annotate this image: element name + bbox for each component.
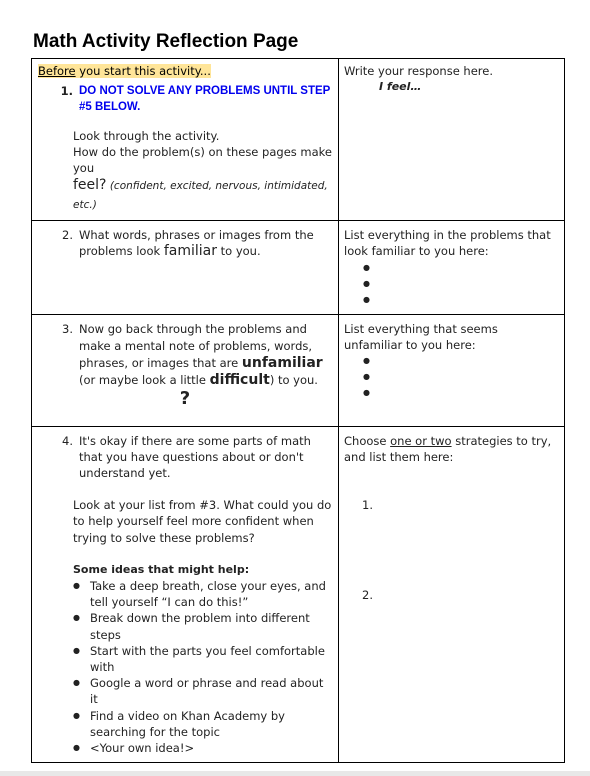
list-item: ● Break down the problem into different steps — [55, 610, 333, 642]
strategy-slot-1[interactable]: 1. — [362, 498, 373, 513]
list-item: ● Find a video on Khan Academy by searching for the topic — [55, 708, 333, 740]
table-row — [32, 314, 565, 426]
list-item[interactable] — [344, 276, 559, 292]
table-row — [32, 59, 565, 221]
unfamiliar-bullet-list — [344, 353, 559, 401]
row4-left-cell — [32, 426, 339, 763]
list-item[interactable] — [344, 292, 559, 308]
list-item[interactable] — [344, 260, 559, 276]
row3-response-cell[interactable] — [339, 314, 565, 426]
ideas-list — [55, 578, 333, 756]
list-item: ● Google a word or phrase and read about it — [55, 675, 333, 707]
strategies-prompt-b: strategies to try, and list them here: — [344, 433, 552, 464]
list-item: ● <Your own idea!> — [55, 740, 333, 756]
look-text: Look through the activity. — [73, 128, 220, 143]
strategy-slot-2[interactable]: 2. — [362, 588, 373, 603]
row2-text-b: to you. — [216, 244, 261, 259]
before-line — [37, 63, 333, 79]
familiar-prompt: List everything in the problems that look familiar to you here: — [344, 228, 551, 259]
list-item: ● Take a deep breath, close your eyes, and tell yourself “I can do this!” — [55, 578, 333, 610]
step-number: 3. — [62, 321, 73, 336]
list-item[interactable] — [344, 369, 559, 385]
row4-response-cell[interactable] — [339, 426, 565, 763]
before-word: Before — [38, 64, 76, 78]
question-mark-icon: ? — [179, 387, 191, 409]
row3-text-c: ) to you. — [269, 372, 318, 387]
before-rest: you start this activity... — [75, 64, 211, 78]
row4-p1: It's okay if there are some parts of math that you have questions about or don't understand yet. — [79, 433, 311, 481]
row4-p2: Look at your list from #3. What could you do to help yourself feel more confident when trying to solve these problems? — [73, 498, 332, 545]
step-number: 2. — [62, 228, 73, 243]
row1-left-cell — [32, 59, 339, 221]
strategies-prompt-a: Choose — [344, 433, 391, 448]
page-bottom-edge — [0, 771, 590, 776]
unfamiliar-word: unfamiliar — [241, 354, 323, 371]
familiar-word: familiar — [163, 243, 217, 260]
question-mark: ? — [99, 177, 107, 194]
reflection-table — [31, 58, 565, 763]
response-prompt: Write your response here. — [344, 64, 493, 78]
warning-text: DO NOT SOLVE ANY PROBLEMS UNTIL STEP #5 BELOW. — [79, 85, 331, 114]
familiar-bullet-list — [344, 260, 559, 308]
feel-options: (confident, excited, nervous, intimidated, etc.) — [73, 180, 328, 212]
list-item[interactable] — [344, 353, 559, 369]
table-row — [32, 221, 565, 314]
list-item[interactable] — [344, 385, 559, 401]
unfamiliar-prompt: List everything that seems unfamiliar to you here: — [344, 321, 498, 352]
row3-text-a: Now go back through the problems and make a mental note of problems, words, phrases, or images that are — [79, 321, 313, 370]
row2-response-cell[interactable] — [339, 221, 565, 314]
row2-text-a: What words, phrases or images from the problems look — [79, 228, 314, 259]
row1-response-cell[interactable] — [339, 59, 565, 221]
feel-word: feel — [73, 177, 100, 194]
table-row — [32, 426, 565, 763]
i-feel-text: I feel… — [379, 80, 422, 94]
step-number: 4. — [62, 433, 73, 448]
ideas-heading: Some ideas that might help: — [73, 562, 250, 576]
strategies-prompt-u: one or two — [390, 433, 452, 448]
list-item: ● Start with the parts you feel comfortable with — [55, 643, 333, 675]
difficult-word: difficult — [209, 371, 270, 388]
page-title: Math Activity Reflection Page — [33, 31, 299, 52]
row2-left-cell — [32, 221, 339, 314]
row3-left-cell — [32, 314, 339, 426]
how-text: How do the problem(s) on these pages make you — [73, 144, 332, 176]
row3-text-b: (or maybe look a little — [79, 372, 210, 387]
step-number: 1. — [60, 84, 73, 99]
